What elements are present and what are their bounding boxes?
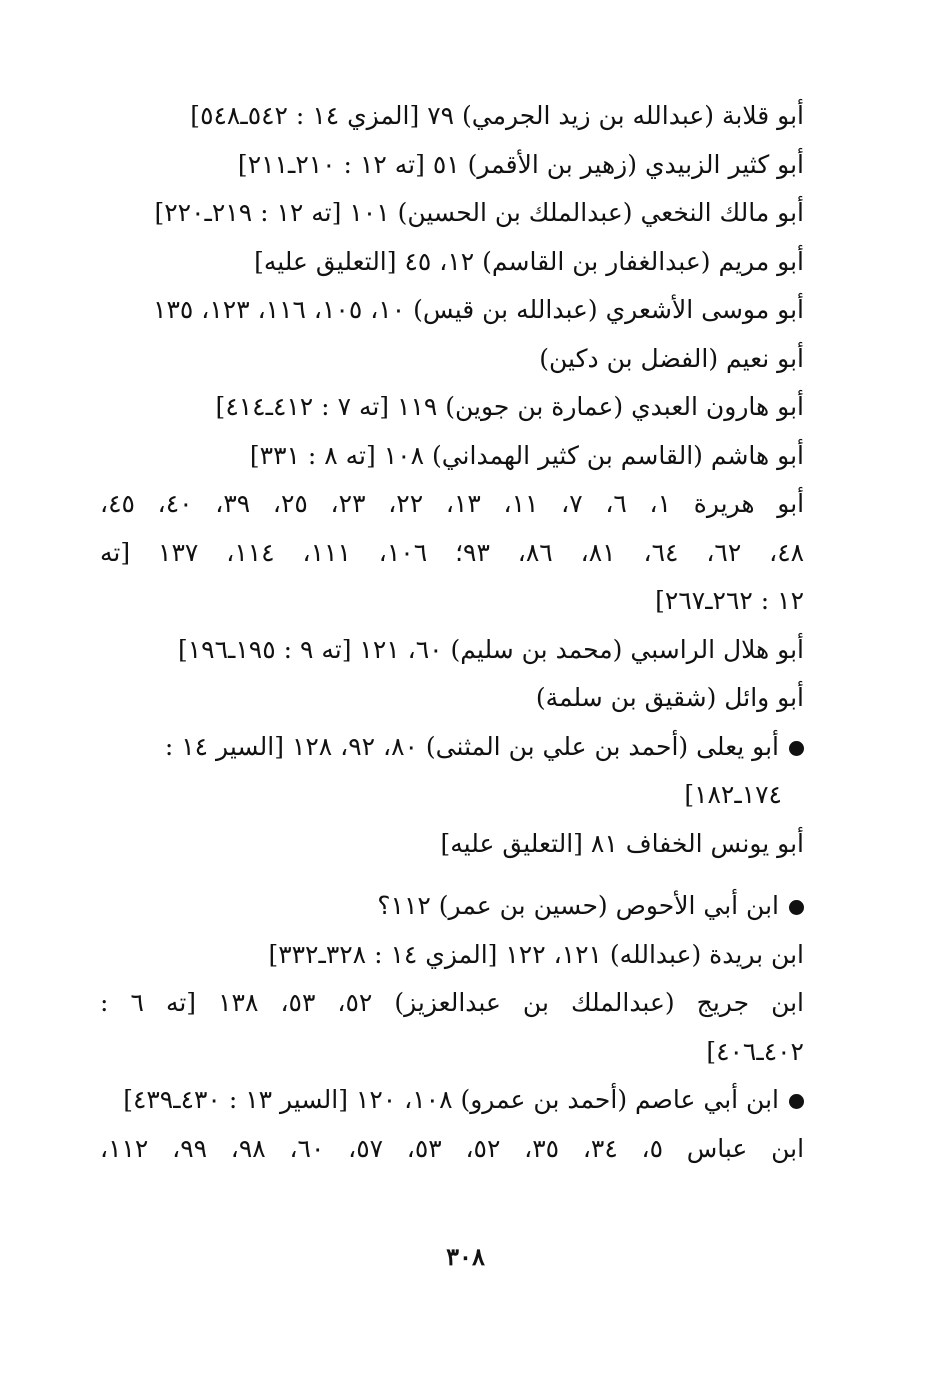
index-entry-abu-harun: أبو هارون العبدي (عمارة بن جوين) ١١٩ [ته ٧ : ٤١٢ـ٤١٤] (215, 392, 804, 421)
page-number: ٣٠٨ (446, 1242, 485, 1271)
index-entry-ibn-jurayj-line-2: ٤٠٢ـ٤٠٦] (706, 1036, 804, 1066)
index-entry-abu-malik: أبو مالك النخعي (عبدالملك بن الحسين) ١٠١ [ته ١٢ : ٢١٩ـ٢٢٠] (154, 198, 804, 227)
index-entry-abu-yunus: أبو يونس الخفاف ٨١ [التعليق عليه] (440, 828, 804, 858)
index-entry-abu-wail: أبو وائل (شقيق بن سلمة) (535, 683, 804, 712)
index-entry-abu-qilaba: أبو قلابة (عبدالله بن زيد الجرمي) ٧٩ [المزي ١٤ : ٥٤٢ـ٥٤٨] (190, 101, 804, 130)
index-entry-abu-hashim: أبو هاشم (القاسم بن كثير الهمداني) ١٠٨ [ته ٨ : ٣٣١] (249, 440, 804, 470)
index-entry-ibn-abi-al-ahwas-text: ابن أبي الأحوص (حسين بن عمر) ١١٢؟ (377, 891, 779, 920)
index-entry-abu-maryam: أبو مريم (عبدالغفار بن القاسم) ١٢، ٤٥ [التعليق عليه] (254, 246, 804, 276)
bullet-icon (789, 900, 804, 915)
section-gap (100, 868, 804, 882)
index-list (100, 92, 804, 1173)
index-entry-abu-musa: أبو موسى الأشعري (عبدالله بن قيس) ١٠، ١٠٥، ١١٦، ١٢٣، ١٣٥ (153, 295, 804, 324)
index-entry-ibn-abbas: ابن عباس ٥، ٣٤، ٣٥، ٥٢، ٥٣، ٥٧، ٦٠، ٩٨، ٩٩، ١١٢، (100, 1133, 804, 1163)
bullet-icon (789, 741, 804, 756)
index-entry-abu-hurayra-line-2: ٤٨، ٦٢، ٦٤، ٨١، ٨٦، ٩٣؛ ١٠٦، ١١١، ١١٤، ١٣٧ [ته (100, 537, 804, 567)
index-entry-abu-hilal: أبو هلال الراسبي (محمد بن سليم) ٦٠، ١٢١ [ته ٩ : ١٩٥ـ١٩٦] (177, 634, 804, 664)
bullet-icon (789, 1094, 804, 1109)
index-entry-abu-kathir: أبو كثير الزبيدي (زهير بن الأقمر) ٥١ [ته ١٢ : ٢١٠ـ٢١١] (237, 149, 804, 179)
index-entry-ibn-jurayj-line-1: ابن جريج (عبدالملك بن عبدالعزيز) ٥٢، ٥٣، ١٣٨ [ته ٦ : (100, 988, 804, 1017)
index-entry-abu-yala-line-1 (100, 723, 804, 772)
index-entry-abu-yala-text: أبو يعلى (أحمد بن علي بن المثنى) ٨٠، ٩٢، ١٢٨ [السير ١٤ : (164, 731, 779, 761)
index-entry-ibn-abi-asim (100, 1076, 804, 1125)
index-entry-abu-nuaym: أبو نعيم (الفضل بن دكين) (539, 343, 804, 373)
index-entry-abu-hurayra-line-3: ١٢ : ٢٦٢ـ٢٦٧] (655, 586, 804, 615)
index-entry-abu-yala-line-2: ١٧٤ـ١٨٢] (684, 780, 782, 809)
index-entry-ibn-abi-asim-text: ابن أبي عاصم (أحمد بن عمرو) ١٠٨، ١٢٠ [السير ١٣ : ٤٣٠ـ٤٣٩] (123, 1085, 779, 1114)
index-entry-ibn-abi-al-ahwas (100, 882, 804, 931)
index-entry-abu-hurayra-line-1: أبو هريرة ١، ٦، ٧، ١١، ١٣، ٢٢، ٢٣، ٢٥، ٣٩، ٤٠، ٤٥، (100, 489, 804, 518)
index-entry-ibn-burayda: ابن بريدة (عبدالله) ١٢١، ١٢٢ [المزي ١٤ : ٣٢٨ـ٣٣٢] (268, 939, 804, 969)
